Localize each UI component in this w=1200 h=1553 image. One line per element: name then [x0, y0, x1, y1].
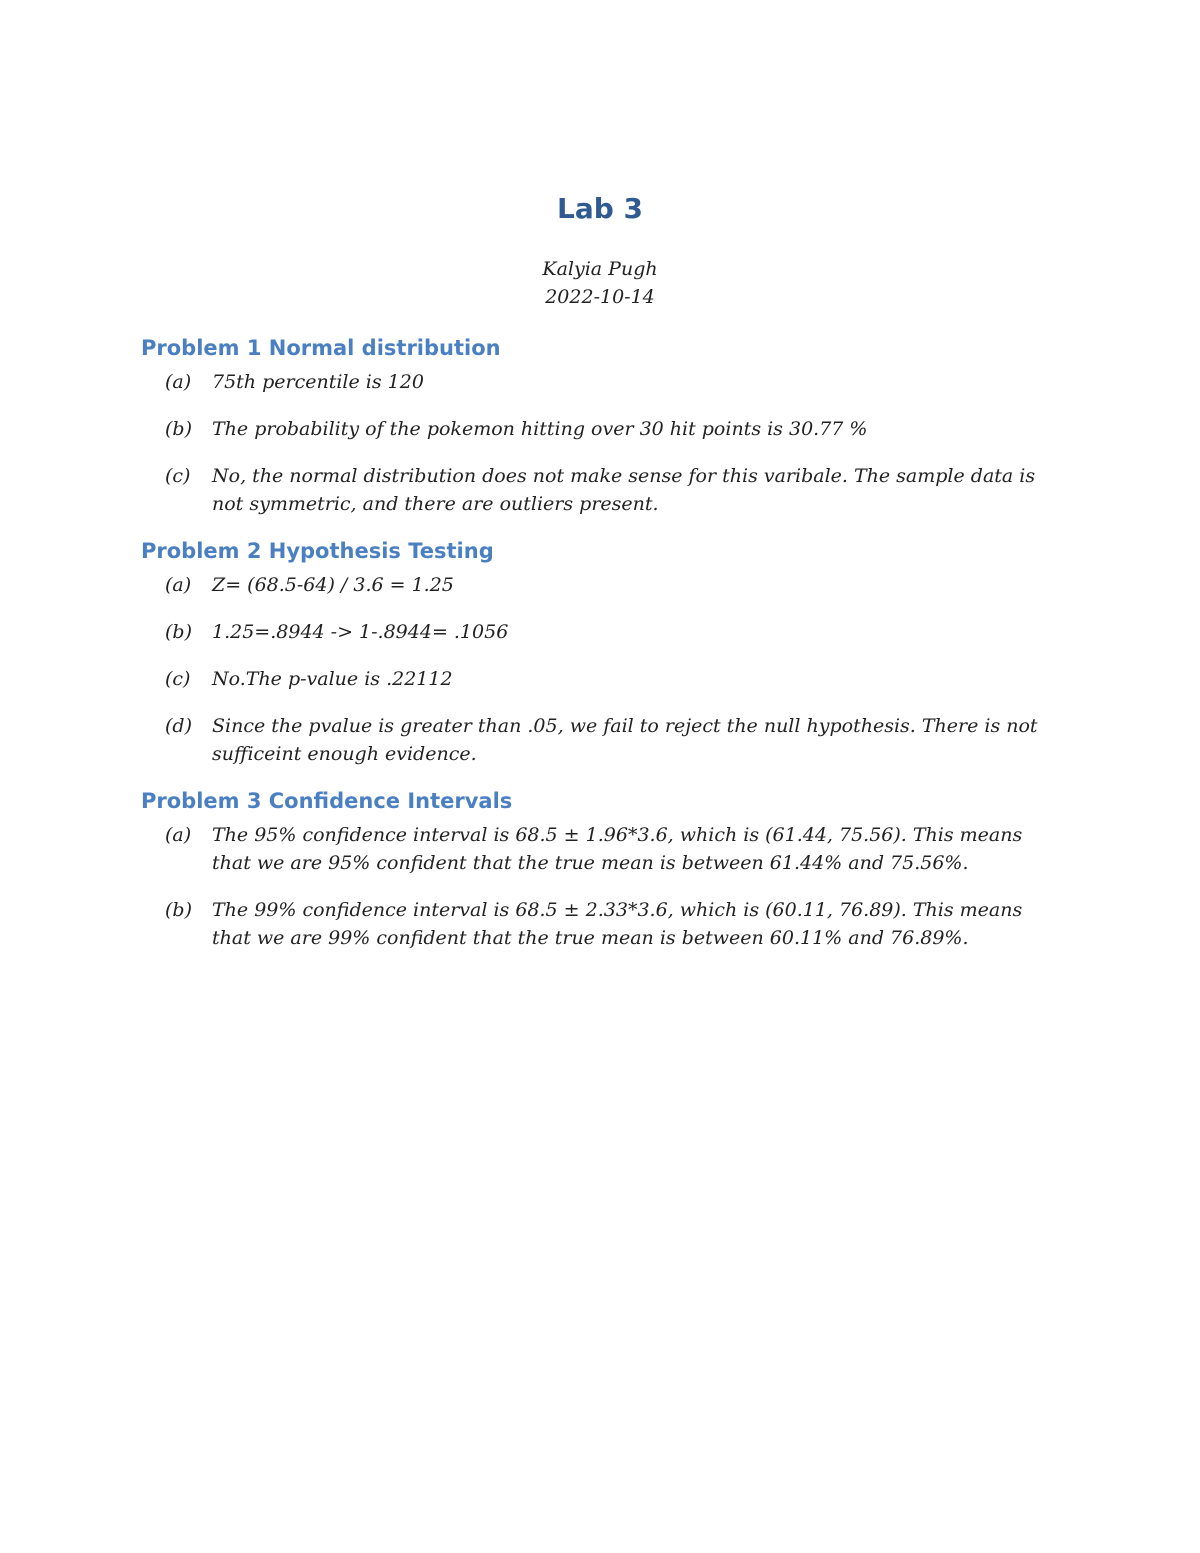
item-label: (b) [165, 621, 192, 643]
list-item [141, 896, 1061, 952]
item-label: (a) [165, 574, 192, 596]
item-label: (d) [165, 715, 192, 737]
item-text: No.The p-value is .22112 [212, 668, 453, 690]
problem-1-heading: Problem 1 Normal distribution [141, 336, 501, 360]
list-item [141, 712, 1061, 768]
item-text: 75th percentile is 120 [212, 371, 424, 393]
list-item [141, 618, 1061, 646]
list-item [141, 665, 1061, 693]
list-item [141, 462, 1061, 518]
problem-2-section [141, 537, 1061, 787]
item-text: The 95% confidence interval is 68.5 ± 1.96*3.6, which is (61.44, 75.56). This means that we are 95% confident that the true mean is between 61.44% and 75.56%. [212, 824, 1023, 874]
item-text: The 99% confidence interval is 68.5 ± 2.33*3.6, which is (60.11, 76.89). This means that we are 99% confident that the true mean is between 60.11% and 76.89%. [212, 899, 1023, 949]
document-date: 2022-10-14 [545, 286, 655, 308]
item-text: Since the pvalue is greater than .05, we fail to reject the null hypothesis. There is not sufficeint enough evidence. [212, 715, 1038, 765]
list-item [141, 821, 1061, 877]
item-text: Z= (68.5-64) / 3.6 = 1.25 [212, 574, 454, 596]
list-item [141, 368, 1061, 396]
item-text: 1.25=.8944 -> 1-.8944= .1056 [212, 621, 509, 643]
item-label: (b) [165, 418, 192, 440]
problem-3-section [141, 787, 1061, 971]
item-label: (a) [165, 371, 192, 393]
item-label: (c) [165, 465, 191, 487]
list-item [141, 415, 1061, 443]
author-name: Kalyia Pugh [542, 258, 658, 280]
document-title: Lab 3 [556, 192, 643, 225]
problem-2-heading: Problem 2 Hypothesis Testing [141, 539, 494, 563]
item-label: (a) [165, 824, 192, 846]
problem-1-section [141, 334, 1061, 537]
item-text: No, the normal distribution does not make sense for this varibale. The sample data is not symmetric, and there are outliers present. [212, 465, 1036, 515]
item-text: The probability of the pokemon hitting over 30 hit points is 30.77 % [212, 418, 868, 440]
item-label: (c) [165, 668, 191, 690]
list-item [141, 571, 1061, 599]
problem-3-heading: Problem 3 Confidence Intervals [141, 789, 513, 813]
item-label: (b) [165, 899, 192, 921]
